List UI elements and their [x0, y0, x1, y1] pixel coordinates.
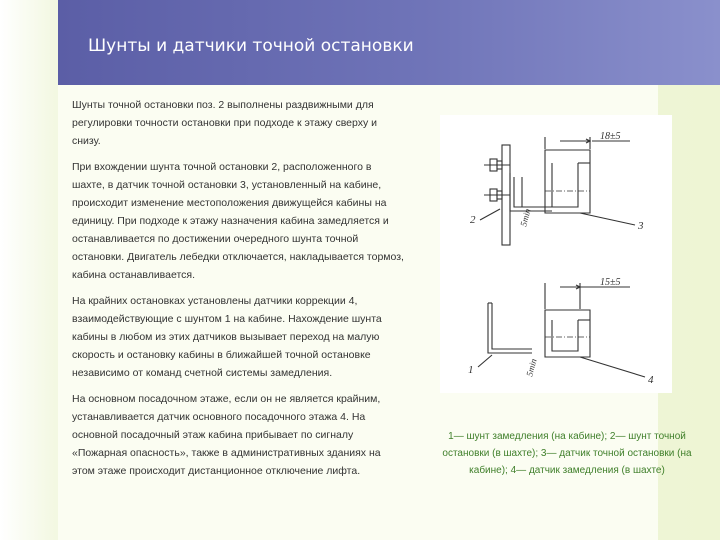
paragraph-3: На крайних остановках установлены датчики коррекции 4, взаимодействующие с шунтом 1 на кабине. Нахождение шунта кабины в любом из этих датчиков вызывает переход на малую скорость и остановку кабины в ближайшей точной остановке независимо от команд счетной системы замедления.: [72, 295, 382, 379]
label-4: 4: [648, 374, 654, 386]
paragraph-2: При вхождении шунта точной остановки 2, расположенного в шахте, в датчик точной остановки 3, установленный на кабине, происходит изменение местоположения движущейся кабины на единицу. При подходе к этажу назначения кабина замедляется и останавливается по достижении очередного шунта точной остановки. Двигатель лебедки отключается, накладывается тормоз, кабина останавливается.: [72, 161, 404, 281]
label-1: 1: [468, 364, 474, 376]
bottom-side-label: 5min: [524, 357, 539, 378]
top-side-label: 5min: [518, 207, 533, 228]
title-bar: [58, 0, 720, 85]
paragraph-4: На основном посадочном этаже, если он не является крайним, устанавливается датчик основного посадочного этажа 4. На основной посадочный этаж кабина прибывает по сигналу «Пожарная опасность», также в административных зданиях на этом этаже происходит дистанционное отключение лифта.: [72, 393, 381, 477]
shunt-sensor-drawing: [440, 115, 672, 393]
bottom-assembly: [468, 277, 654, 386]
label-3: 3: [638, 220, 644, 232]
paragraph-1: Шунты точной остановки поз. 2 выполнены раздвижными для регулировки точности остановки при подходе к этажу сверху и снизу.: [72, 99, 378, 147]
bottom-shunt: [488, 303, 532, 353]
bottom-dim-label: 15±5: [600, 277, 621, 288]
technical-drawing: [440, 115, 672, 393]
top-shunt: [510, 173, 552, 211]
figure-caption: 1— шунт замедления (на кабине); 2— шунт точной остановки (в шахте); 3— датчик точной остановки (на кабине); 4— датчик замедления (в шахте): [442, 431, 692, 476]
top-dim-label: 18±5: [600, 131, 621, 142]
top-assembly: [470, 131, 644, 245]
text-column: [72, 96, 404, 488]
label-2: 2: [470, 214, 476, 226]
slide-title: Шунты и датчики точной остановки: [88, 36, 414, 56]
